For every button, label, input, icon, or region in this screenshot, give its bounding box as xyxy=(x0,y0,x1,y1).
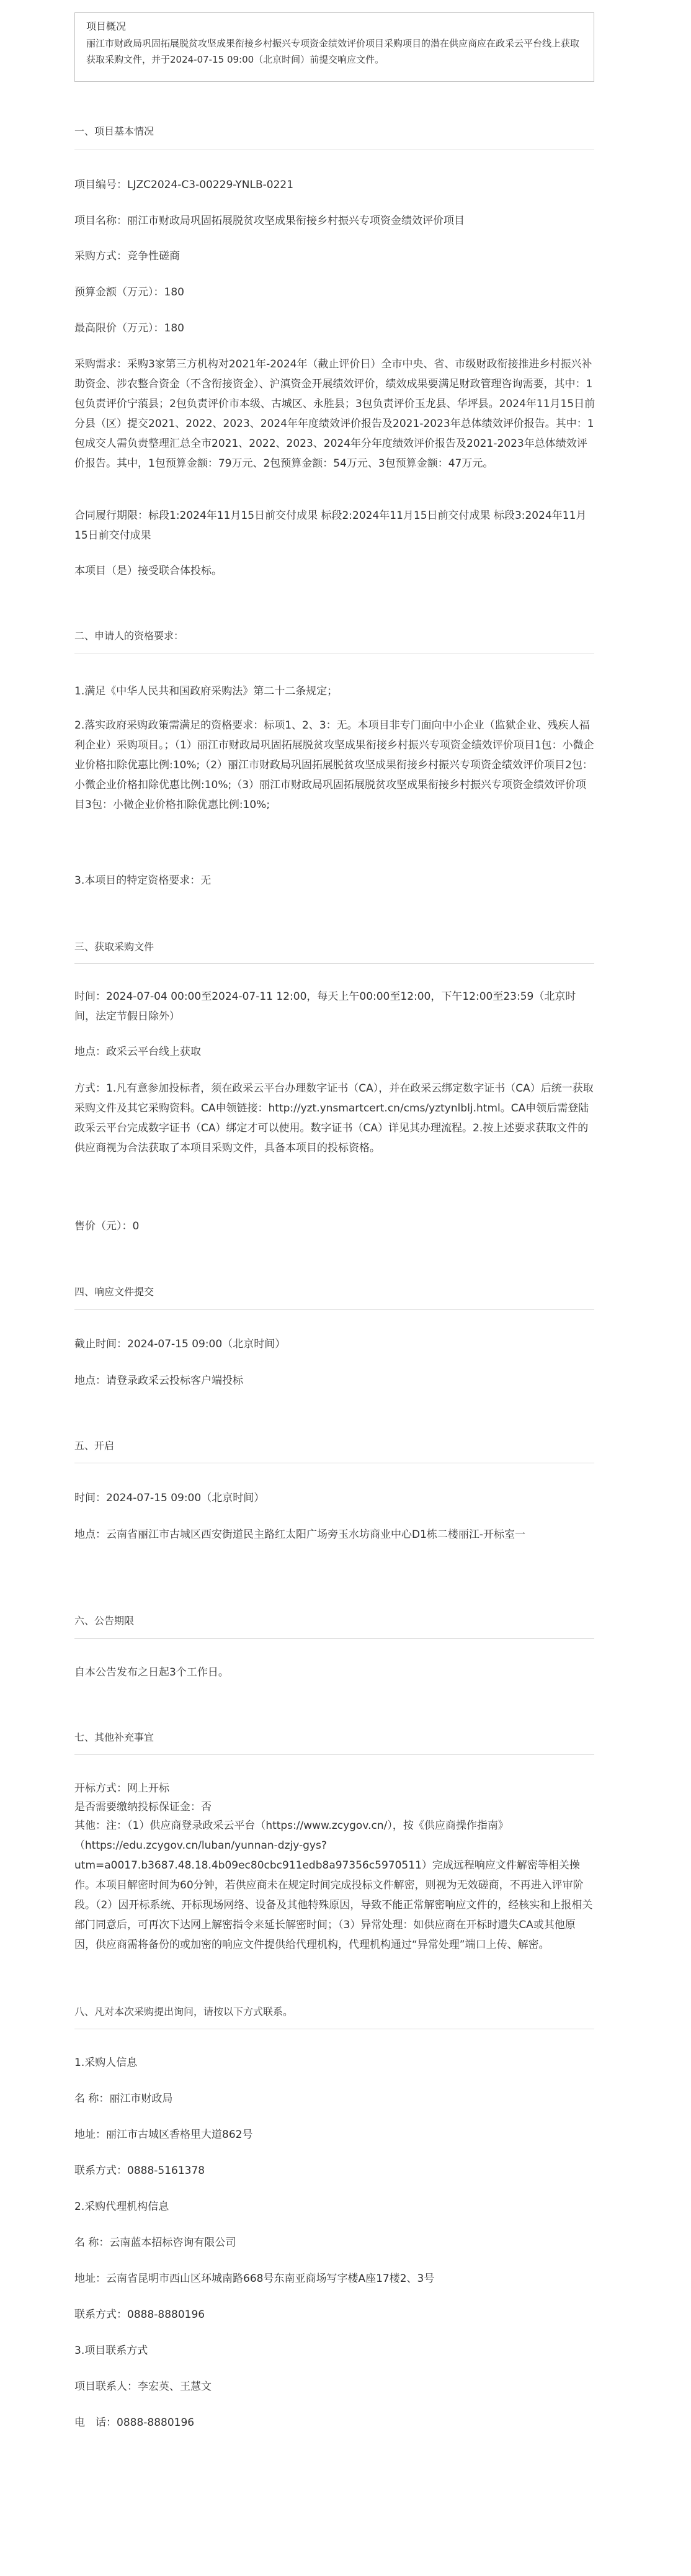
divider xyxy=(74,1309,594,1310)
agency-info-title: 2.采购代理机构信息 xyxy=(74,2201,169,2213)
section-heading-other: 七、其他补充事宜 xyxy=(74,1731,154,1743)
qualification-2: 2.落实政府采购政策需满足的资格要求：标项1、2、3：无。本项目非专门面向中小企业（监狱企业、残疾人福利企业）采购项目。；（1）丽江市财政局巩固拓展脱贫攻坚成果衔接乡村振兴专项资金绩效评价项目1包：小微企业价格扣除优惠比例:10%;（2）丽江市财政局巩固拓展脱贫攻坚成果衔接乡村振兴专项资金绩效评价项目2包：小微企业价格扣除优惠比例:10%;（3）丽江市财政局巩固拓展脱贫攻坚成果衔接乡村振兴专项资金绩效评价项目3包：小微企业价格扣除优惠比例:10%; xyxy=(74,719,594,811)
divider xyxy=(74,963,594,964)
opening-mode: 开标方式：网上开标 xyxy=(74,1782,169,1795)
submission-deadline: 截止时间：2024-07-15 09:00（北京时间） xyxy=(74,1338,286,1350)
buyer-info-title: 1.采购人信息 xyxy=(74,2057,138,2069)
project-overview-box xyxy=(74,12,594,82)
other-notes: 其他：注：（1）供应商登录政采云平台（https://www.zcygov.cn/），按《供应商操作指南》（https://edu.zcygov.cn/luban/yunnan-dzjy-gys?utm=a0017.b3687.48.18.4b09ec80cbc911edb8a97356c5970511）完成远程响应文件解密等相关操作。本项目解密时间为60分钟，若供应商未在规定时间完成投标文件解密，则视为无效磋商，不再进入评审阶段。（2）因开标系统、开标现场网络、设备及其他特殊原因，导致不能正常解密响应文件的，经核实和上报相关部门同意后，可再次下达网上解密指令来延长解密时间；（3）异常处理：如供应商在开标时遗失CA或其他原因，供应商需将备份的或加密的响应文件提供给代理机构，代理机构通过“异常处理”端口上传、解密。 xyxy=(74,1820,593,1951)
buyer-name: 名 称：丽江市财政局 xyxy=(74,2093,173,2105)
project-name: 项目名称：丽江市财政局巩固拓展脱贫攻坚成果衔接乡村振兴专项资金绩效评价项目 xyxy=(74,215,465,227)
opening-time: 时间：2024-07-15 09:00（北京时间） xyxy=(74,1492,265,1504)
opening-place: 地点：云南省丽江市古城区西安街道民主路红太阳广场旁玉水坊商业中心D1栋二楼丽江-开标室一 xyxy=(74,1528,526,1541)
agency-name: 名 称：云南蓝本招标咨询有限公司 xyxy=(74,2237,236,2249)
obtain-time: 时间：2024-07-04 00:00至2024-07-11 12:00，每天上午00:00至12:00，下午12:00至23:59（北京时间，法定节假日除外） xyxy=(74,990,576,1023)
section-heading-submission: 四、响应文件提交 xyxy=(74,1286,154,1298)
qualification-1: 1.满足《中华人民共和国政府采购法》第二十二条规定； xyxy=(74,685,338,698)
section-heading-basic-info: 一、项目基本情况 xyxy=(74,125,154,137)
section-heading-contact: 八、凡对本次采购提出询问，请按以下方式联系。 xyxy=(74,2006,293,2017)
qualification-3: 3.本项目的特定资格要求：无 xyxy=(74,874,212,887)
divider xyxy=(74,1754,594,1755)
contact-phone: 电 话：0888-8880196 xyxy=(74,2417,195,2429)
budget-amount: 预算金额（万元）：180 xyxy=(74,286,184,298)
divider xyxy=(74,1638,594,1639)
max-price: 最高限价（万元）：180 xyxy=(74,322,184,334)
buyer-phone: 联系方式：0888-5161378 xyxy=(74,2165,205,2177)
document-price: 售价（元）：0 xyxy=(74,1220,140,1232)
procurement-method: 采购方式：竞争性磋商 xyxy=(74,250,180,263)
obtain-method: 方式：1.凡有意参加投标者，须在政采云平台办理数字证书（CA），并在政采云绑定数字证书（CA）后统一获取采购文件及其它采购资料。CA申领链接：http://yzt.ynsmartcert.cn/cms/yztynlblj.html。CA申领后需登陆政采云平台完成数字证书（CA）绑定才可以使用。数字证书（CA）详见其办理流程。2.按上述要求获取文件的供应商视为合法获取了本项目采购文件，具备本项目的投标资格。 xyxy=(74,1082,594,1154)
agency-address: 地址：云南省昆明市西山区环城南路668号东南亚商场写字楼A座17楼2、3号 xyxy=(74,2273,435,2285)
obtain-place: 地点：政采云平台线上获取 xyxy=(74,1046,201,1058)
submission-place: 地点：请登录政采云投标客户端投标 xyxy=(74,1375,243,1387)
notice-period-text: 自本公告发布之日起3个工作日。 xyxy=(74,1666,229,1679)
overview-text: 丽江市财政局巩固拓展脱贫攻坚成果衔接乡村振兴专项资金绩效评价项目采购项目的潜在供应商应在政采云平台线上获取获取采购文件，并于2024-07-15 09:00（北京时间）前提交响应文件。 xyxy=(86,38,580,65)
section-heading-qualifications: 二、申请人的资格要求： xyxy=(74,630,184,642)
consortium-note: 本项目（是）接受联合体投标。 xyxy=(74,565,222,577)
buyer-address: 地址：丽江市古城区香格里大道862号 xyxy=(74,2129,253,2141)
contract-period: 合同履行期限：标段1:2024年11月15日前交付成果 标段2:2024年11月15日前交付成果 标段3:2024年11月15日前交付成果 xyxy=(74,509,587,542)
agency-phone: 联系方式：0888-8880196 xyxy=(74,2309,205,2321)
section-heading-notice-period: 六、公告期限 xyxy=(74,1615,135,1627)
contact-person: 项目联系人：李宏英、王慧文 xyxy=(74,2381,212,2393)
deposit-required: 是否需要缴纳投标保证金：否 xyxy=(74,1801,212,1813)
procurement-demand: 采购需求：采购3家第三方机构对2021年-2024年（截止评价日）全市中央、省、市级财政衔接推进乡村振兴补助资金、涉农整合资金（不含衔接资金）、沪滇资金开展绩效评价，绩效成果要满足财政管理咨询需要，其中：1包负责评价宁蒗县；2包负责评价市本级、古城区、永胜县；3包负责评价玉龙县、华坪县。2024年11月15日前分县（区）提交2021、2022、2023、2024年年度绩效评价报告及2021-2023年总体绩效评价报告。其中：1包成交人需负责整理汇总全市2021、2022、2023、2024年分年度绩效评价报告及2021-2023年总体绩效评价报告。其中，1包预算金额：79万元、2包预算金额：54万元、3包预算金额：47万元。 xyxy=(74,358,595,470)
section-heading-opening: 五、开启 xyxy=(74,1440,115,1452)
contact-info-title: 3.项目联系方式 xyxy=(74,2345,148,2357)
overview-title: 项目概况 xyxy=(86,20,127,32)
project-number: 项目编号：LJZC2024-C3-00229-YNLB-0221 xyxy=(74,179,294,191)
section-heading-obtain-docs: 三、获取采购文件 xyxy=(74,941,154,953)
